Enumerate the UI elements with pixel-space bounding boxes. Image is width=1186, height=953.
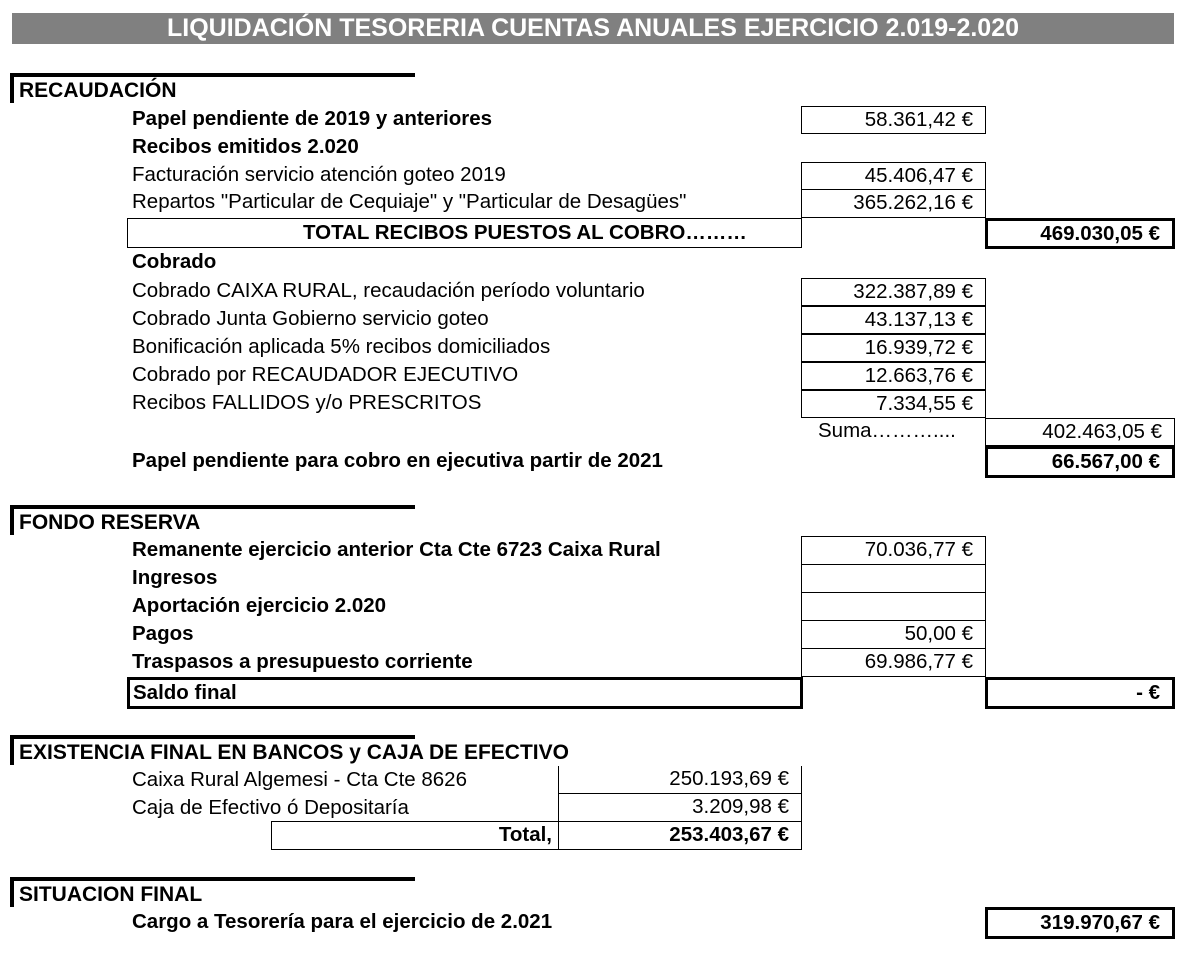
aportacion-value xyxy=(801,592,986,621)
existencia-total-value: 253.403,67 € xyxy=(558,821,802,850)
saldo-final-value: - € xyxy=(985,677,1175,709)
section-heading-situacion-final: SITUACION FINAL xyxy=(10,877,415,907)
section-heading-recaudacion: RECAUDACIÓN xyxy=(10,73,415,103)
cobrado-item-value: 12.663,76 € xyxy=(801,362,986,390)
cobrado-item-label: Cobrado CAIXA RURAL, recaudación período voluntario xyxy=(132,279,645,302)
cobrado-item-value: 7.334,55 € xyxy=(801,390,986,418)
caixa-label: Caixa Rural Algemesi - Cta Cte 8626 xyxy=(132,768,467,791)
cobrado-item-value: 43.137,13 € xyxy=(801,306,986,334)
document-title: LIQUIDACIÓN TESORERIA CUENTAS ANUALES EJERCICIO 2.019-2.020 xyxy=(12,13,1174,44)
cobrado-item-value: 16.939,72 € xyxy=(801,334,986,362)
remanente-label: Remanente ejercicio anterior Cta Cte 6723 Caixa Rural xyxy=(132,538,661,561)
traspasos-value: 69.986,77 € xyxy=(801,648,986,677)
saldo-final-label: Saldo final xyxy=(127,677,803,709)
repartos-label: Repartos "Particular de Cequiaje" y "Particular de Desagües" xyxy=(132,190,687,213)
facturacion-value: 45.406,47 € xyxy=(801,162,986,190)
caixa-value: 250.193,69 € xyxy=(558,766,802,794)
pagos-value: 50,00 € xyxy=(801,620,986,649)
cobrado-heading: Cobrado xyxy=(132,250,217,273)
section-heading-existencia xyxy=(10,735,569,765)
existencia-heading-text: EXISTENCIA FINAL EN BANCOS y CAJA DE EFECTIVO xyxy=(19,741,569,764)
cobrado-item-label: Bonificación aplicada 5% recibos domiciliados xyxy=(132,335,551,358)
papel-ejecutiva-value: 66.567,00 € xyxy=(985,446,1175,478)
cobrado-item-value: 322.387,89 € xyxy=(801,278,986,306)
existencia-total-label: Total, xyxy=(271,821,559,850)
ingresos-value xyxy=(801,564,986,593)
cobrado-item-label: Recibos FALLIDOS y/o PRESCRITOS xyxy=(132,391,482,414)
aportacion-label: Aportación ejercicio 2.020 xyxy=(132,594,387,617)
total-recibos-value: 469.030,05 € xyxy=(985,218,1175,249)
facturacion-label: Facturación servicio atención goteo 2019 xyxy=(132,163,506,186)
cargo-label: Cargo a Tesorería para el ejercicio de 2.021 xyxy=(132,910,553,933)
suma-label: Suma……….... xyxy=(818,419,956,442)
papel-ejecutiva-label: Papel pendiente para cobro en ejecutiva partir de 2021 xyxy=(132,449,663,472)
cobrado-item-label: Cobrado Junta Gobierno servicio goteo xyxy=(132,307,489,330)
recibos-emitidos-label: Recibos emitidos 2.020 xyxy=(132,135,359,158)
pagos-label: Pagos xyxy=(132,622,194,645)
caja-label: Caja de Efectivo ó Depositaría xyxy=(132,796,409,819)
traspasos-label: Traspasos a presupuesto corriente xyxy=(132,650,473,673)
papel-pendiente-value: 58.361,42 € xyxy=(801,106,986,134)
remanente-value: 70.036,77 € xyxy=(801,536,986,565)
repartos-value: 365.262,16 € xyxy=(801,189,986,218)
total-recibos-label: TOTAL RECIBOS PUESTOS AL COBRO……… xyxy=(127,218,802,248)
caja-value: 3.209,98 € xyxy=(558,793,802,822)
section-heading-fondo-reserva: FONDO RESERVA xyxy=(10,505,415,535)
cargo-value: 319.970,67 € xyxy=(985,907,1175,939)
suma-value: 402.463,05 € xyxy=(985,418,1175,446)
ingresos-label: Ingresos xyxy=(132,566,218,589)
papel-pendiente-label: Papel pendiente de 2019 y anteriores xyxy=(132,107,493,130)
cobrado-item-label: Cobrado por RECAUDADOR EJECUTIVO xyxy=(132,363,519,386)
